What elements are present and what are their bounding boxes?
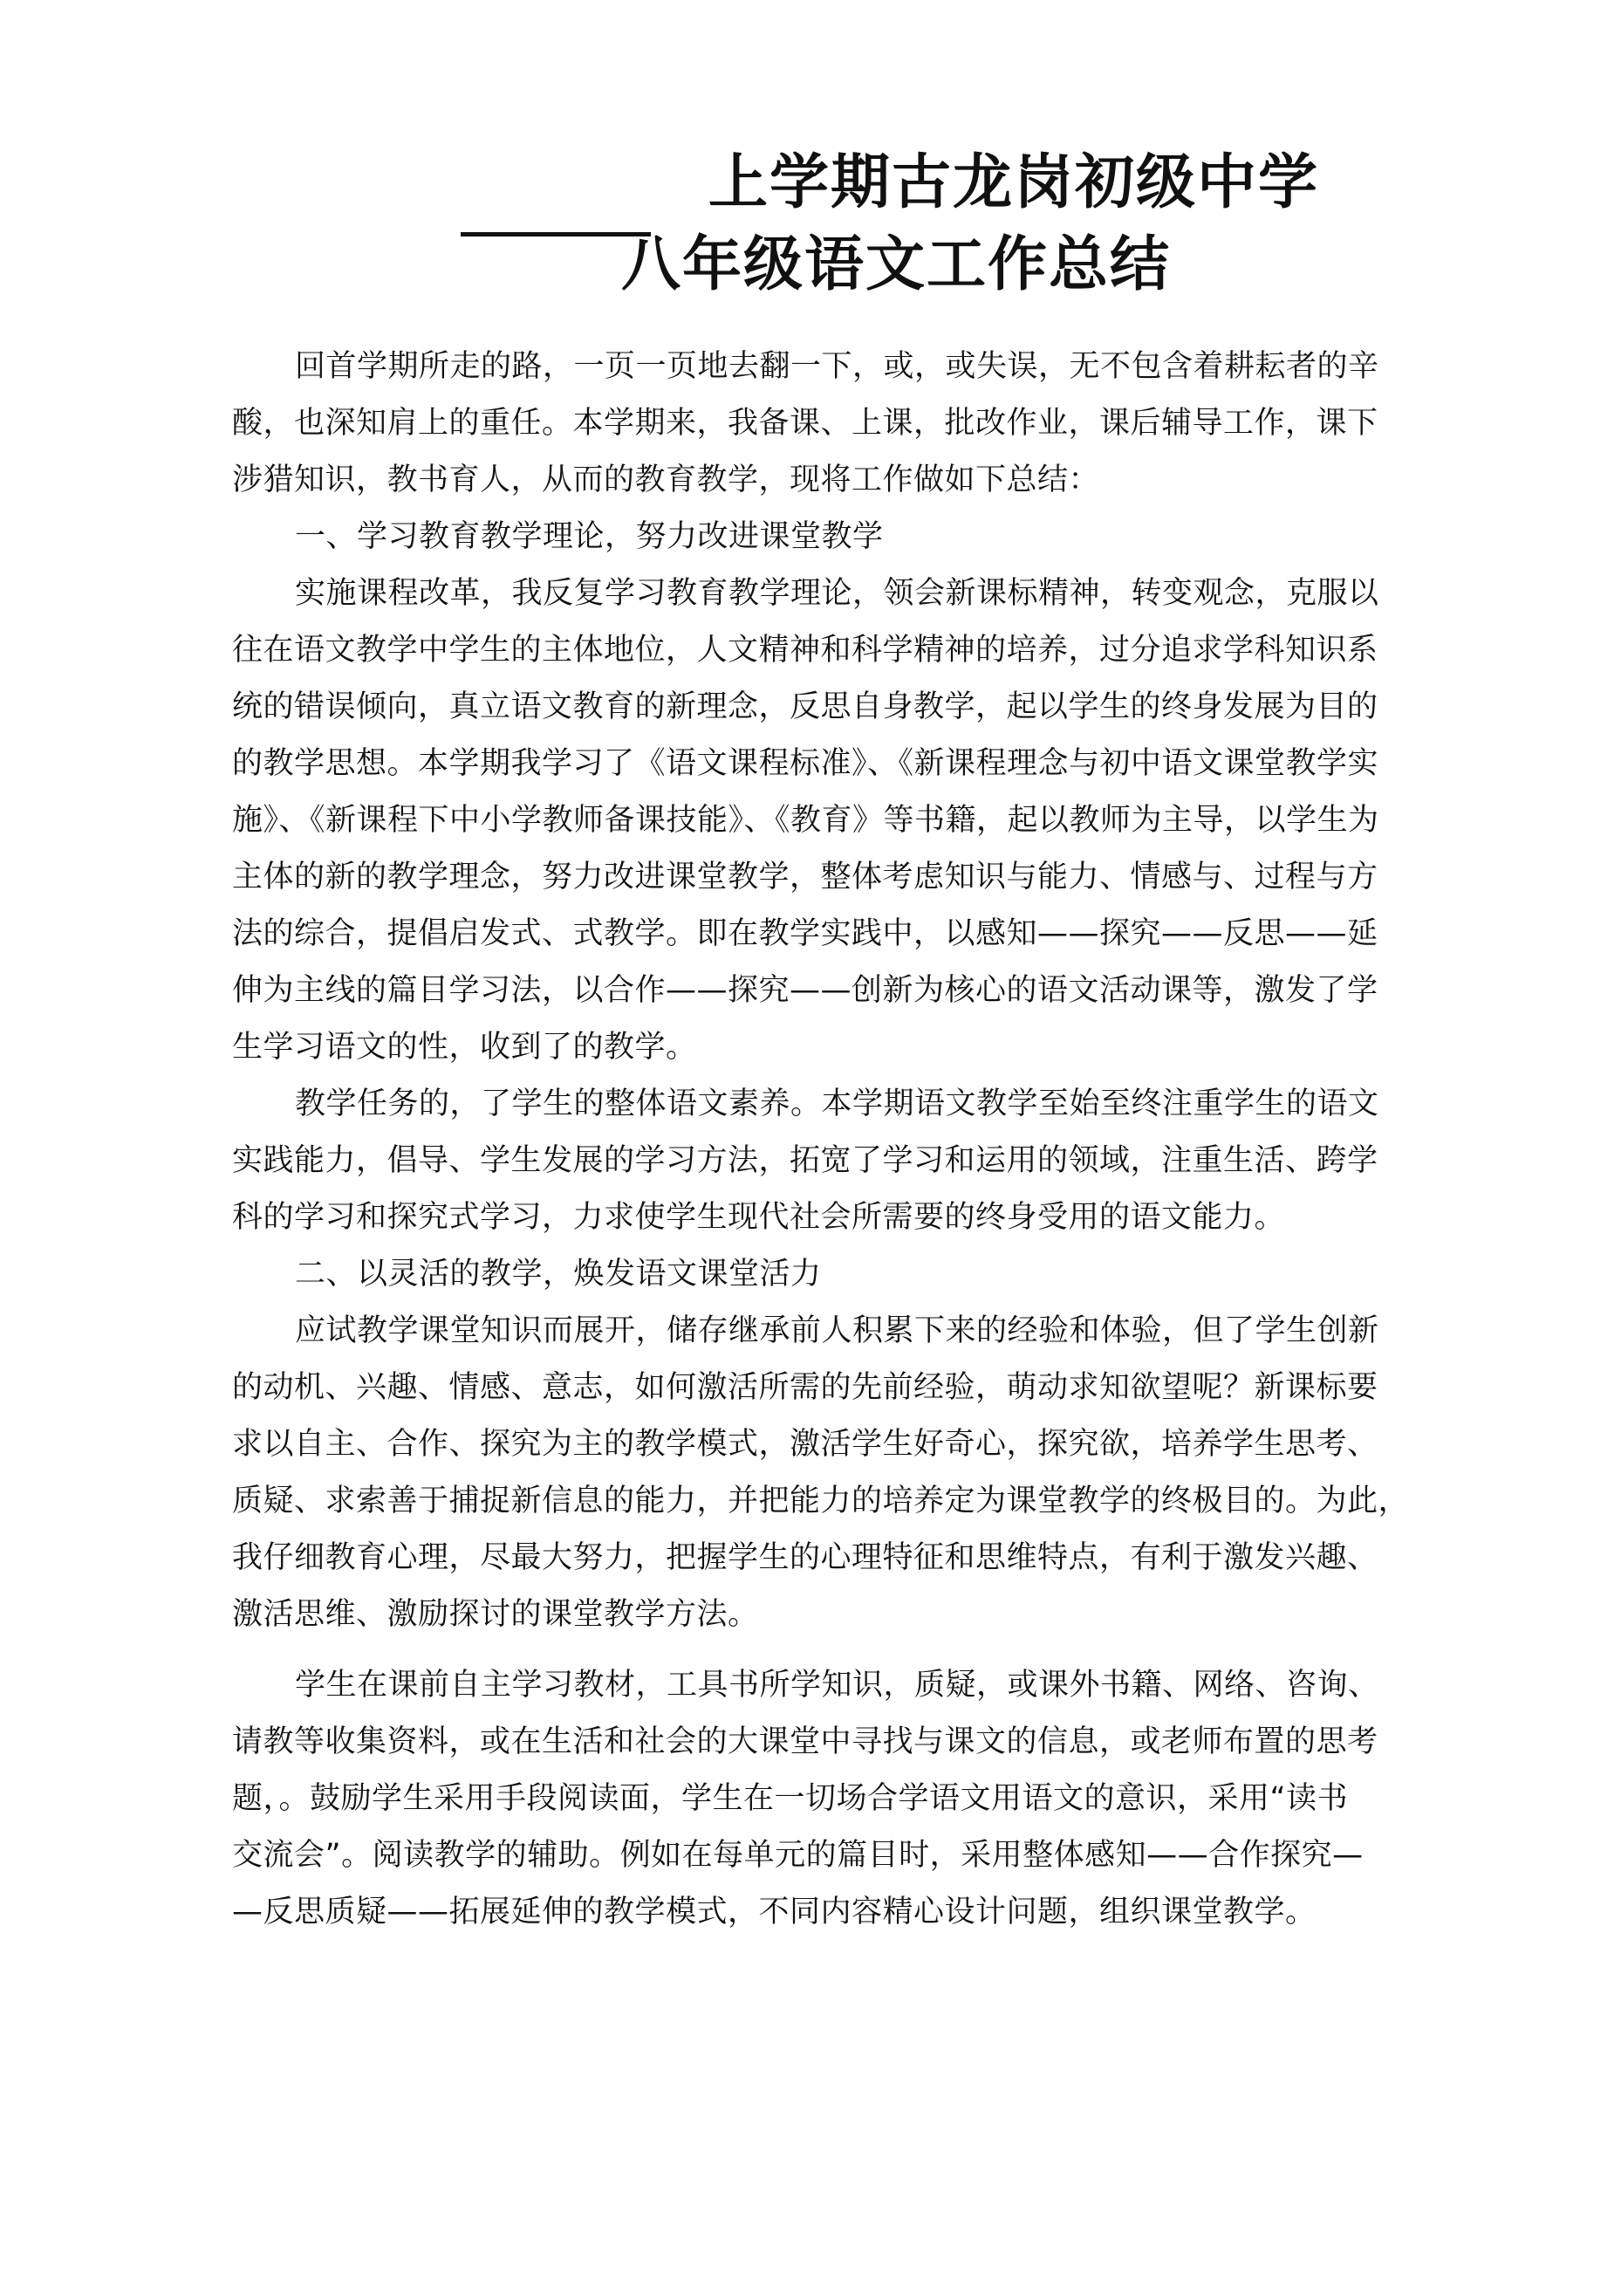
body-text-line: 科的学习和探究式学习，力求使学生现代社会所需要的终身受用的语文能力。: [232, 1200, 1286, 1235]
body-text-line: 交流会”。阅读教学的辅助。例如在每单元的篇目时，采用整体感知——合作探究—: [232, 1838, 1364, 1873]
body-text-line: 伸为主线的篇目学习法，以合作——探究——创新为核心的语文活动课等，激发了学: [232, 973, 1378, 1008]
body-text-line: 教学任务的，了学生的整体语文素养。本学期语文教学至始至终注重学生的语文: [295, 1086, 1379, 1121]
body-text-line: 施》、《新课程下中小学教师备课技能》、《教育》等书籍，起以教师为主导，以学生为: [232, 803, 1379, 838]
body-text-line: 应试教学课堂知识而展开，储存继承前人积累下来的经验和体验，但了学生创新: [295, 1313, 1379, 1348]
body-text-line: 二、以灵活的教学，焕发语文课堂活力: [295, 1257, 822, 1292]
body-text-line: 主体的新的教学理念，努力改进课堂教学，整体考虑知识与能力、情感与、过程与方: [232, 860, 1378, 894]
body-text-line: 法的综合，提倡启发式、式教学。即在教学实践中，以感知——探究——反思——延: [232, 916, 1378, 951]
body-text-line: 的教学思想。本学期我学习了《语文课程标准》、《新课程理念与初中语文课堂教学实: [232, 746, 1379, 781]
body-text-line: 的动机、兴趣、情感、意志，如何激活所需的先前经验，萌动求知欲望呢？新课标要: [232, 1370, 1378, 1405]
body-text-line: 往在语文教学中学生的主体地位，人文精神和科学精神的培养，过分追求学科知识系: [232, 633, 1378, 668]
body-text-line: 质疑、求索善于捕捉新信息的能力，并把能力的培养定为课堂教学的终极目的。为此，: [232, 1484, 1410, 1518]
document-title-line-2: 八年级语文工作总结: [621, 230, 1172, 299]
body-text-line: 激活思维、激励探讨的课堂教学方法。: [232, 1597, 759, 1632]
body-text-line: 统的错误倾向，真立语文教育的新理念，反思自身教学，起以学生的终身发展为目的: [232, 689, 1378, 724]
document-body: [232, 339, 1410, 1941]
body-text-line: 实施课程改革，我反复学习教育教学理论，领会新课标精神，转变观念，克服以: [295, 576, 1379, 611]
document-title-line-1: 上学期古龙岗初级中学: [708, 148, 1320, 217]
body-text-line: 题，。鼓励学生采用手段阅读面，学生在一切场合学语文用语文的意识，采用“读书: [232, 1781, 1349, 1816]
body-text-line: 求以自主、合作、探究为主的教学模式，激活学生好奇心，探究欲，培养学生思考、: [232, 1427, 1378, 1462]
body-text-line: 我仔细教育心理，尽最大努力，把握学生的心理特征和思维特点，有利于激发兴趣、: [232, 1540, 1378, 1575]
body-text-line: 回首学期所走的路，一页一页地去翻一下，或，或失误，无不包含着耕耘者的辛: [295, 349, 1379, 384]
body-text-line: 一、学习教育教学理论，努力改进课堂教学: [295, 519, 884, 554]
body-text-line: 酸，也深知肩上的重任。本学期来，我备课、上课，批改作业，课后辅导工作，课下: [232, 406, 1378, 441]
body-text-line: —反思质疑——拓展延伸的教学模式，不同内容精心设计问题，组织课堂教学。: [232, 1895, 1317, 1929]
body-text-line: 学生在课前自主学习教材，工具书所学知识，质疑，或课外书籍、网络、咨询、: [295, 1668, 1379, 1703]
body-text-line: 实践能力，倡导、学生发展的学习方法，拓宽了学习和运用的领域，注重生活、跨学: [232, 1143, 1378, 1178]
body-text-line: 请教等收集资料，或在生活和社会的大课堂中寻找与课文的信息，或老师布置的思考: [232, 1724, 1378, 1759]
body-text-line: 涉猎知识，教书育人，从而的教育教学，现将工作做如下总结：: [232, 463, 1100, 497]
body-text-line: 生学习语文的性，收到了的教学。: [232, 1030, 697, 1065]
